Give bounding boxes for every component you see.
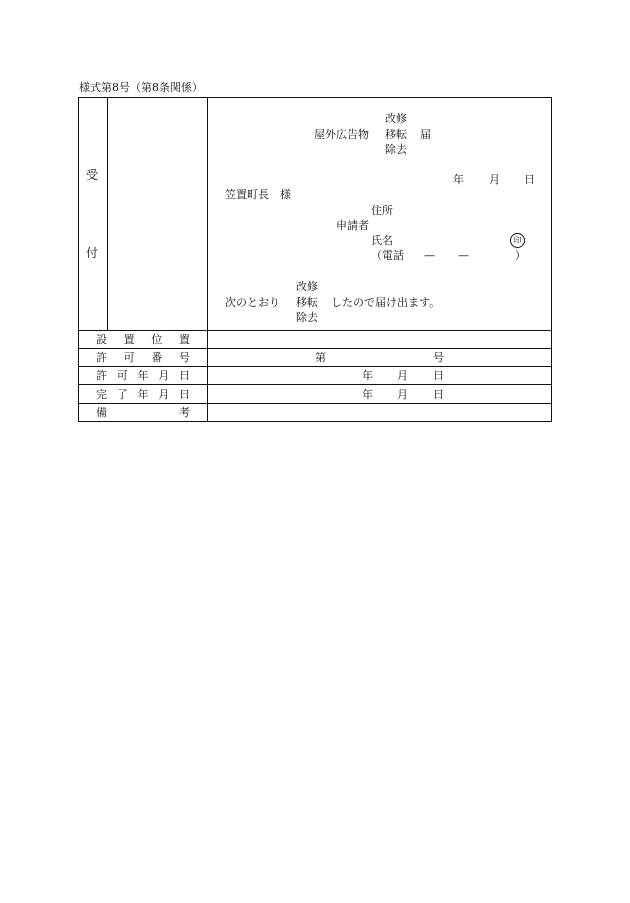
- notice-option-3: 除去: [385, 143, 407, 156]
- row-label-installation-location: 設 置 位 置: [96, 333, 190, 346]
- completion-date-month: 月: [397, 388, 408, 401]
- completion-date-year: 年: [362, 388, 373, 401]
- row-label-permit-date: 許 可 年 月 日: [96, 369, 190, 382]
- date-year: 年: [453, 173, 464, 186]
- address-label: 住所: [371, 204, 393, 217]
- notice-option-1: 改修: [385, 112, 407, 125]
- notice-suffix: 届: [420, 128, 431, 141]
- permit-date-month: 月: [397, 369, 408, 382]
- row-divider: [78, 384, 552, 385]
- date-day: 日: [524, 173, 535, 186]
- seal-mark: 印: [510, 233, 525, 248]
- statement-suffix: したので届け出ます。: [331, 296, 441, 309]
- date-month: 月: [489, 173, 500, 186]
- phone-dash-2: —: [458, 249, 469, 262]
- form-number: 様式第8号（第8条関係）: [79, 81, 203, 94]
- row-label-permit-number: 許 可 番 号: [96, 351, 190, 364]
- phone-open: （電話: [371, 249, 404, 262]
- table-right-border: [551, 97, 552, 422]
- remarks-value[interactable]: [212, 406, 546, 419]
- statement-prefix: 次のとおり: [225, 296, 280, 309]
- completion-date-day: 日: [433, 388, 444, 401]
- receipt-column-divider: [107, 97, 108, 330]
- row-label-remarks: 備 考: [96, 406, 190, 419]
- permit-date-year: 年: [362, 369, 373, 382]
- permit-number-prefix: 第: [315, 351, 326, 364]
- statement-option-2: 移転: [296, 296, 318, 309]
- name-label: 氏名: [371, 234, 393, 247]
- table-bottom-border: [78, 421, 552, 422]
- label-column-divider: [207, 97, 208, 422]
- notice-option-2: 移転: [385, 128, 407, 141]
- statement-option-3: 除去: [296, 311, 318, 324]
- permit-date-day: 日: [433, 369, 444, 382]
- installation-location-value[interactable]: [212, 333, 546, 346]
- row-label-completion-date: 完 了 年 月 日: [96, 388, 190, 401]
- table-top-border: [78, 97, 552, 98]
- receipt-char-2: 付: [86, 246, 99, 260]
- notice-subject: 屋外広告物: [314, 128, 369, 141]
- statement-option-1: 改修: [296, 280, 318, 293]
- phone-close: ）: [515, 249, 526, 262]
- table-left-border: [78, 97, 79, 422]
- receipt-char-1: 受: [86, 168, 99, 182]
- permit-number-suffix: 号: [433, 351, 444, 364]
- addressee: 笠置町長 様: [225, 188, 291, 201]
- applicant-label: 申請者: [336, 219, 369, 232]
- phone-dash-1: —: [424, 249, 435, 262]
